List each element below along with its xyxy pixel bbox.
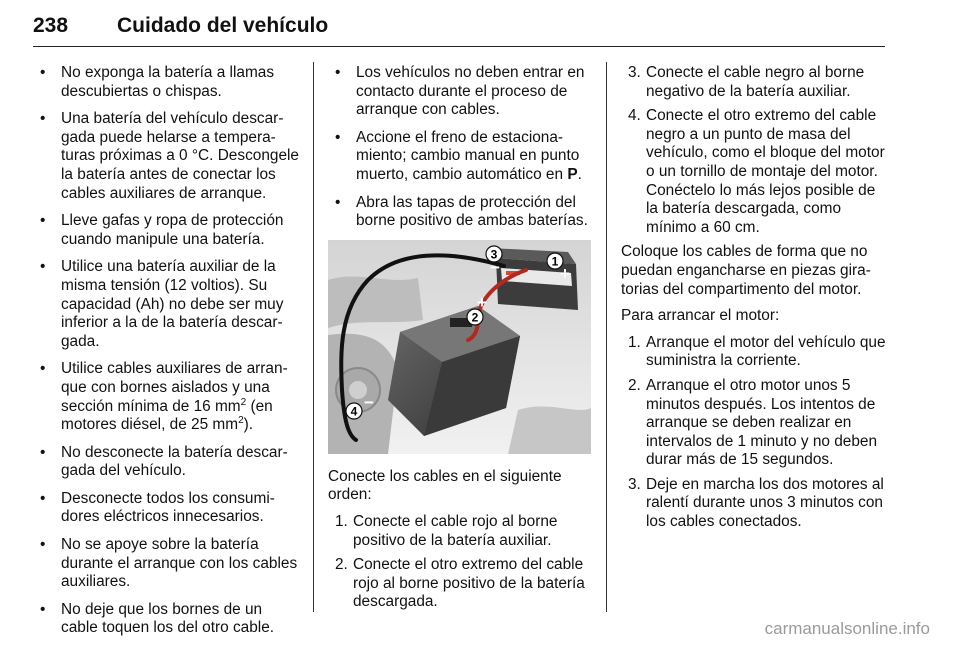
list-item	[621, 476, 889, 532]
list-item: • Abra las tapas de protección del borne positivo de ambas baterías.	[328, 194, 593, 231]
step-number: 4.	[628, 107, 641, 125]
header-rule	[33, 46, 885, 47]
svg-text:1: 1	[551, 254, 559, 269]
list-item-text: .	[577, 165, 582, 183]
list-item	[328, 129, 593, 185]
superscript: 2	[240, 396, 247, 408]
svg-text:2: 2	[471, 310, 479, 325]
step-number: 3.	[628, 475, 641, 493]
svg-text:4: 4	[350, 404, 358, 419]
list-item: • Los vehículos no deben entrar en contacto durante el proceso de arranque con cables.	[328, 64, 593, 120]
engine-bay-illustration	[328, 240, 591, 454]
column-right	[621, 64, 889, 538]
step-text: Arranque el motor del vehículo que suministra la corriente.	[646, 333, 886, 370]
step-number: 1.	[335, 512, 348, 530]
list-item: • No se apoye sobre la batería durante el arranque con los cables auxiliares.	[33, 536, 301, 592]
column-middle	[328, 64, 593, 618]
list-item-text: Accione el freno de estacionamiento; cambio manual en punto muerto, cambio automático en	[356, 128, 580, 183]
list-item: • No desconecte la batería descargada del vehículo.	[33, 444, 301, 481]
page-number: 238	[33, 14, 69, 37]
superscript: 2	[238, 414, 244, 426]
list-item-text: (en motores diésel, de 25 mm	[61, 397, 273, 434]
svg-text:−: −	[490, 257, 500, 277]
gear-position-p: P	[567, 165, 578, 183]
column-left	[33, 64, 301, 647]
list-item	[621, 64, 889, 101]
preparation-list	[328, 64, 593, 231]
step-number: 2.	[628, 376, 641, 394]
list-item-text: ).	[243, 416, 254, 434]
list-item-text: Utilice cables auxiliares de arranque con bornes aislados y una sección mínima de 16 mm	[61, 360, 288, 415]
list-item: • Utilice una batería auxiliar de la misma tensión (12 voltios). Su capacidad (Ah) no debe ser muy inferior a la de la batería descargada.	[33, 258, 301, 351]
column-divider	[606, 62, 607, 612]
list-item	[328, 513, 593, 550]
step-number: 1.	[628, 333, 641, 351]
svg-text:+: +	[477, 292, 487, 312]
list-item: • Lleve gafas y ropa de protección cuando manipule una batería.	[33, 212, 301, 249]
list-item	[621, 377, 889, 470]
list-item	[621, 334, 889, 371]
watermark: carmanualsonline.info	[764, 619, 930, 638]
connection-intro: Conecte los cables en el siguiente orden:	[328, 467, 562, 504]
chapter-title: Cuidado del vehículo	[117, 14, 329, 37]
list-item	[328, 556, 593, 612]
list-item	[621, 107, 889, 237]
step-text: Conecte el otro extremo del cable negro a un punto de masa del vehículo, como el bloque del motor o un tornillo de montaje del motor. Conéctelo lo más lejos posible de la batería descargada, como mínimo a 60 cm.	[646, 107, 885, 236]
step-text: Conecte el cable rojo al borne positivo de la batería auxiliar.	[353, 512, 558, 549]
svg-text:3: 3	[490, 247, 498, 262]
start-engine-steps	[621, 334, 889, 532]
step-text: Arranque el otro motor unos 5 minutos después. Los intentos de arranque se deben realizar en intervalos de 1 minuto y no deben durar más de 15 segundos.	[646, 376, 878, 469]
connection-steps	[328, 513, 593, 612]
page-header	[33, 8, 885, 48]
step-number: 3.	[628, 64, 641, 81]
connection-steps-continued	[621, 64, 889, 237]
step-text: Deje en marcha los dos motores al ralentí durante unos 3 minutos con los cables conectados.	[646, 475, 884, 531]
list-item: • No exponga la batería a llamas descubiertas o chispas.	[33, 64, 301, 101]
svg-text:+: +	[560, 263, 570, 283]
svg-text:−: −	[364, 392, 374, 412]
step-text: Conecte el otro extremo del cable rojo al borne positivo de la batería descargada.	[353, 556, 585, 611]
column-divider	[313, 62, 314, 612]
list-item: • No deje que los bornes de un cable toquen los del otro cable.	[33, 601, 301, 638]
list-item: • Una batería del vehículo descargada puede helarse a temperaturas próximas a 0 °C. Descongele la batería antes de conectar los cables auxiliares de arranque.	[33, 110, 301, 203]
start-engine-heading: Para arrancar el motor:	[621, 307, 780, 325]
step-number: 2.	[335, 556, 348, 574]
list-item	[33, 360, 301, 434]
safety-list	[33, 64, 301, 638]
list-item: • Desconecte todos los consumidores eléctricos innecesarios.	[33, 490, 301, 527]
cable-routing-note: Coloque los cables de forma que no puedan engancharse en piezas giratorias del compartimento del motor.	[621, 243, 871, 298]
battery-jump-diagram	[328, 240, 591, 454]
step-text: Conecte el cable negro al borne negativo de la batería auxiliar.	[646, 64, 865, 100]
